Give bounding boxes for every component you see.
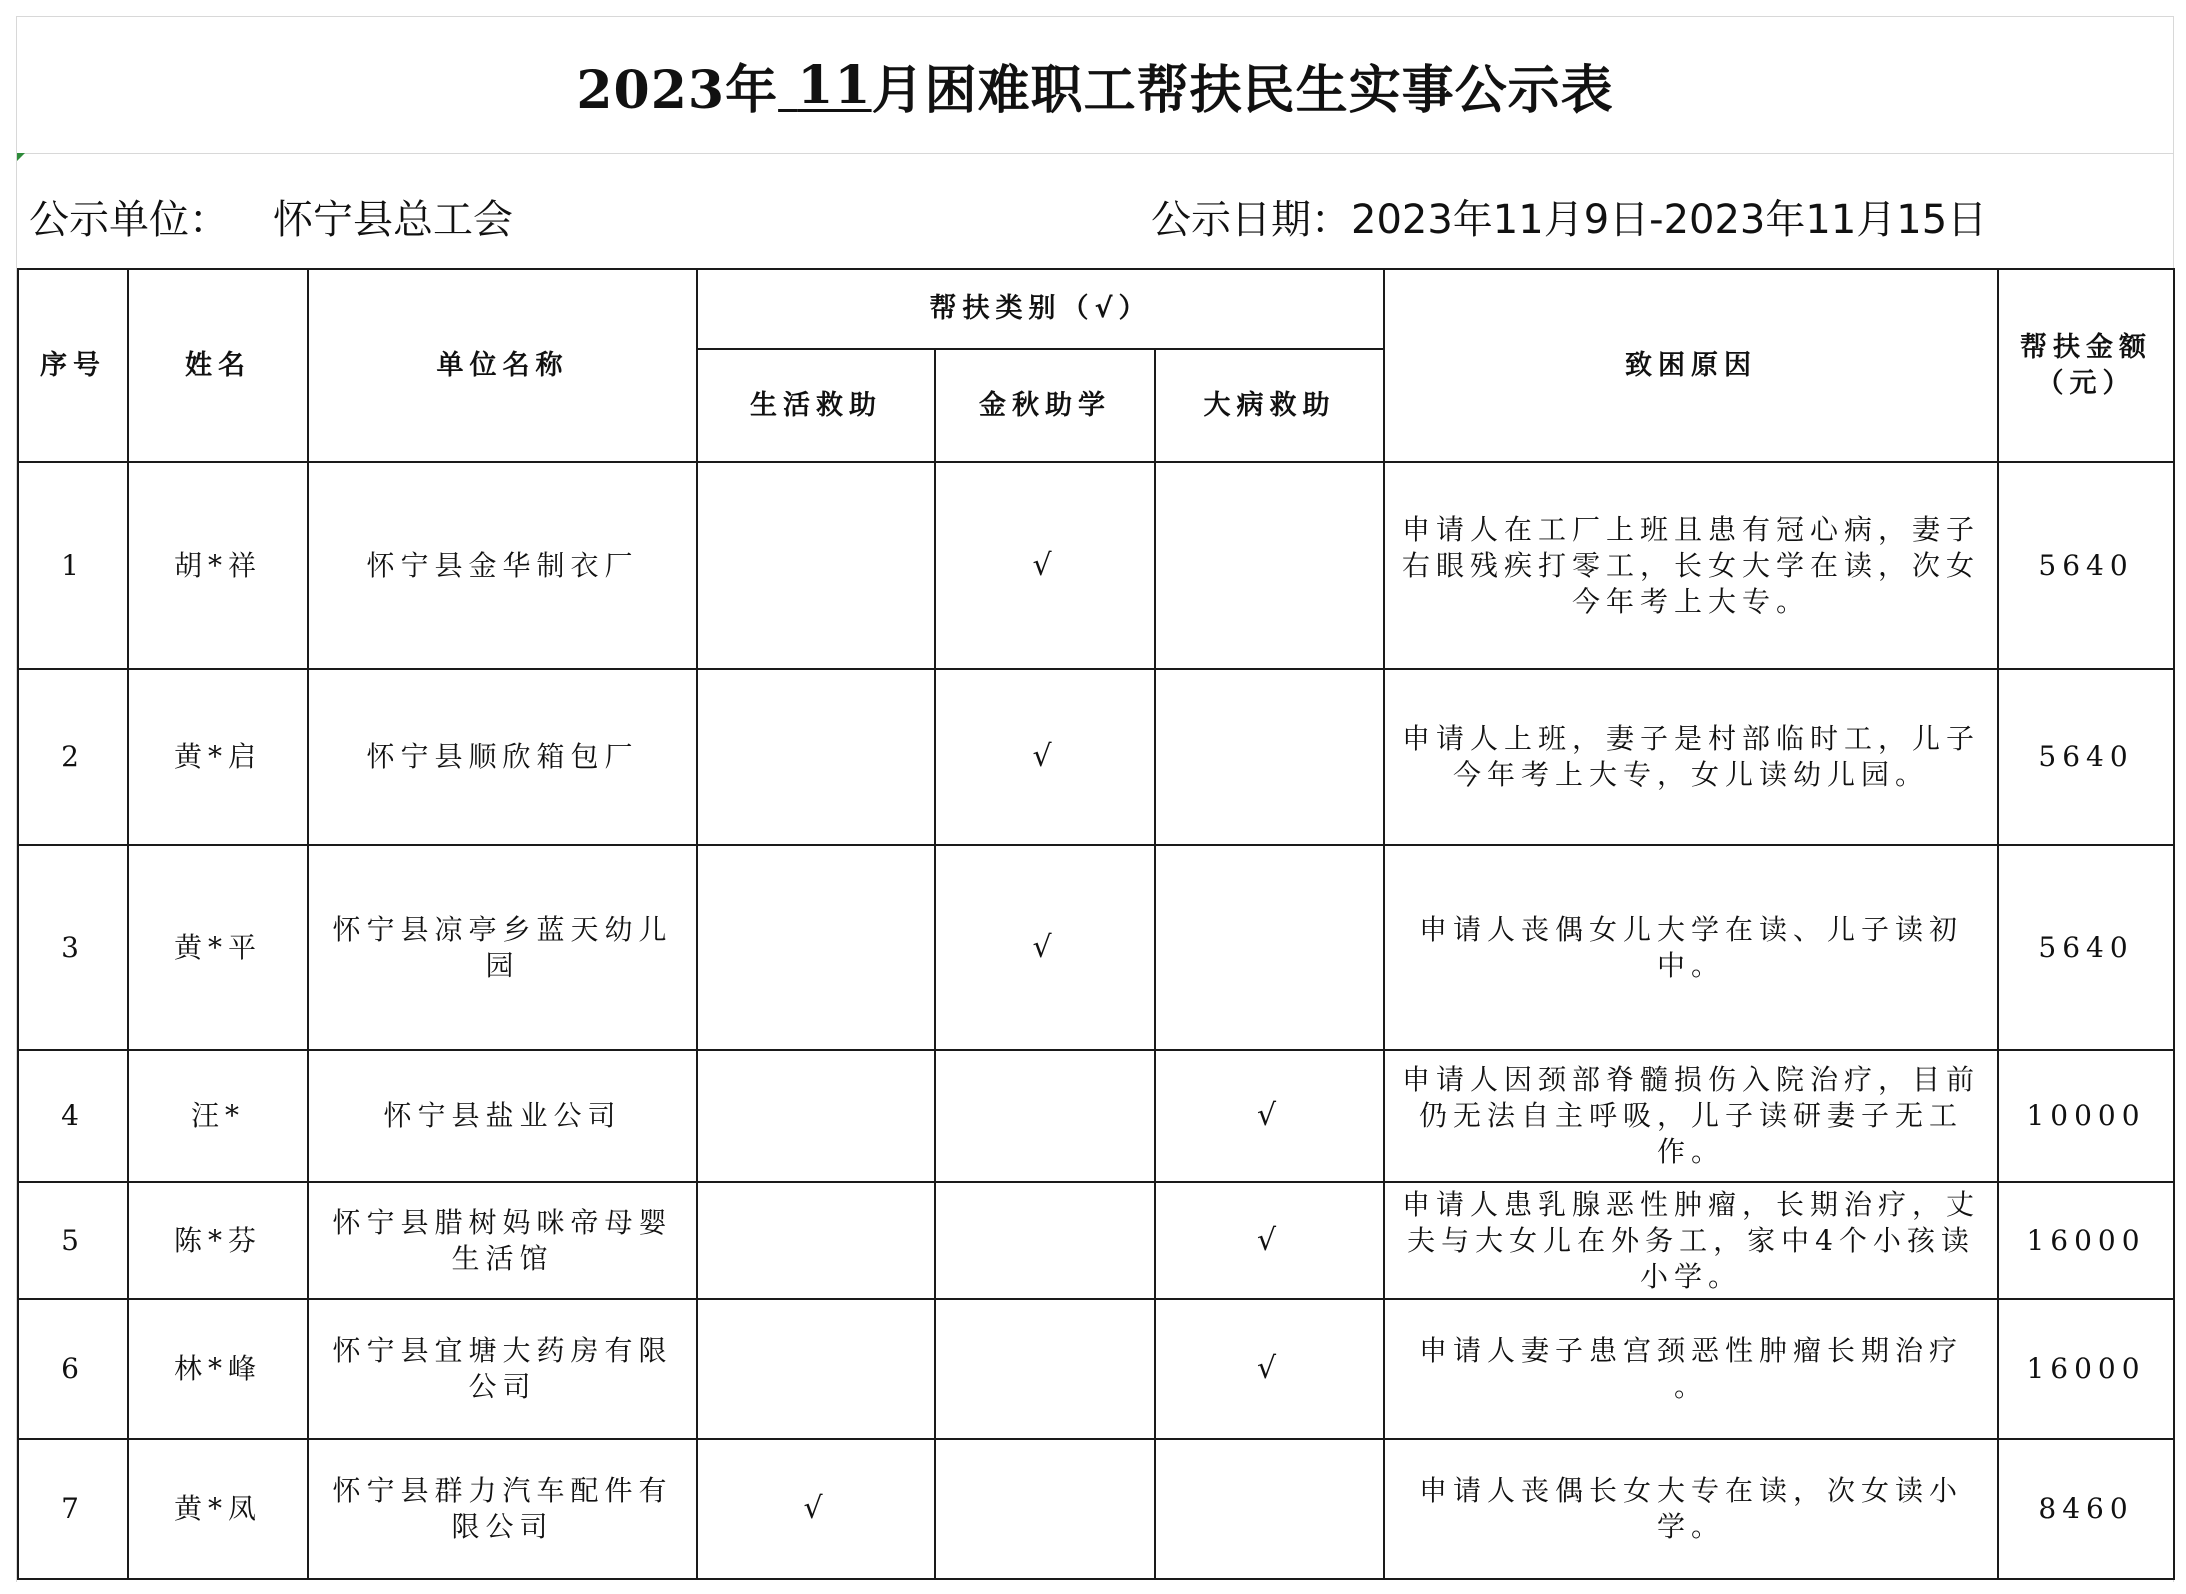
cell-school: √ xyxy=(935,669,1155,845)
cell-amount: 16000 xyxy=(1998,1182,2174,1299)
cell-reason: 申请人妻子患宫颈恶性肿瘤长期治疗 。 xyxy=(1384,1299,1998,1439)
cell-seq: 7 xyxy=(18,1439,128,1579)
cell-life xyxy=(697,669,935,845)
title-suffix: 月困难职工帮扶民生实事公示表 xyxy=(871,59,1614,121)
table-row xyxy=(18,669,2174,845)
cell-amount: 5640 xyxy=(1998,669,2174,845)
cell-life xyxy=(697,1299,935,1439)
cell-amount: 10000 xyxy=(1998,1050,2174,1182)
table-row xyxy=(18,1439,2174,1579)
cell-school xyxy=(935,1050,1155,1182)
cell-seq: 2 xyxy=(18,669,128,845)
cell-name: 黄*启 xyxy=(128,669,308,845)
header-category-group: 帮扶类别（√） xyxy=(697,269,1384,349)
header-org: 单位名称 xyxy=(308,269,697,462)
cell-amount: 16000 xyxy=(1998,1299,2174,1439)
cell-life xyxy=(697,462,935,669)
cell-reason: 申请人上班，妻子是村部临时工，儿子今年考上大专，女儿读幼儿园。 xyxy=(1384,669,1998,845)
cell-illness xyxy=(1155,1439,1384,1579)
cell-life xyxy=(697,1182,935,1299)
cell-life xyxy=(697,845,935,1050)
cell-seq: 6 xyxy=(18,1299,128,1439)
cell-school: √ xyxy=(935,462,1155,669)
table-row xyxy=(18,1050,2174,1182)
cell-seq: 1 xyxy=(18,462,128,669)
cell-org: 怀宁县金华制衣厂 xyxy=(308,462,697,669)
page-title xyxy=(17,17,2173,154)
info-row xyxy=(17,154,2173,269)
table-row xyxy=(18,1182,2174,1299)
cell-name: 陈*芬 xyxy=(128,1182,308,1299)
cell-org: 怀宁县腊树妈咪帝母婴生活馆 xyxy=(308,1182,697,1299)
cell-school xyxy=(935,1299,1155,1439)
header-name: 姓名 xyxy=(128,269,308,462)
cell-name: 林*峰 xyxy=(128,1299,308,1439)
publishing-unit xyxy=(29,188,513,245)
cell-life: √ xyxy=(697,1439,935,1579)
cell-name: 胡*祥 xyxy=(128,462,308,669)
cell-reason: 申请人丧偶长女大专在读，次女读小学。 xyxy=(1384,1439,1998,1579)
cell-amount: 5640 xyxy=(1998,845,2174,1050)
cell-school xyxy=(935,1439,1155,1579)
table-row xyxy=(18,845,2174,1050)
table-row xyxy=(18,462,2174,669)
cell-illness: √ xyxy=(1155,1182,1384,1299)
cell-seq: 4 xyxy=(18,1050,128,1182)
date-label: 公示日期： xyxy=(1151,197,1351,243)
header-cat-school: 金秋助学 xyxy=(935,349,1155,462)
cell-name: 汪* xyxy=(128,1050,308,1182)
cell-name: 黄*平 xyxy=(128,845,308,1050)
assistance-table xyxy=(17,268,2175,1580)
table-row xyxy=(18,1299,2174,1439)
cell-reason: 申请人患乳腺恶性肿瘤，长期治疗，丈夫与大女儿在外务工，家中4个小孩读小学。 xyxy=(1384,1182,1998,1299)
spreadsheet-page xyxy=(16,16,2174,1582)
cell-illness xyxy=(1155,669,1384,845)
cell-org: 怀宁县群力汽车配件有限公司 xyxy=(308,1439,697,1579)
cell-org: 怀宁县凉亭乡蓝天幼儿园 xyxy=(308,845,697,1050)
cell-school xyxy=(935,1182,1155,1299)
header-reason: 致困原因 xyxy=(1384,269,1998,462)
title-month: 11 xyxy=(797,54,872,116)
unit-value: 怀宁县总工会 xyxy=(273,197,513,243)
header-cat-life: 生活救助 xyxy=(697,349,935,462)
header-amount: 帮扶金额（元） xyxy=(1998,269,2174,462)
cell-seq: 3 xyxy=(18,845,128,1050)
cell-org: 怀宁县顺欣箱包厂 xyxy=(308,669,697,845)
cell-illness xyxy=(1155,462,1384,669)
date-value: 2023年11月9日-2023年11月15日 xyxy=(1351,197,1988,243)
cell-name: 黄*凤 xyxy=(128,1439,308,1579)
cell-reason: 申请人因颈部脊髓损伤入院治疗，目前仍无法自主呼吸，儿子读研妻子无工作。 xyxy=(1384,1050,1998,1182)
unit-label: 公示单位： xyxy=(29,197,229,243)
header-row-1 xyxy=(18,269,2174,349)
cell-reason: 申请人丧偶女儿大学在读、儿子读初中。 xyxy=(1384,845,1998,1050)
cell-illness: √ xyxy=(1155,1299,1384,1439)
header-cat-illness: 大病救助 xyxy=(1155,349,1384,462)
cell-seq: 5 xyxy=(18,1182,128,1299)
cell-illness xyxy=(1155,845,1384,1050)
header-seq: 序号 xyxy=(18,269,128,462)
cell-amount: 5640 xyxy=(1998,462,2174,669)
cell-life xyxy=(697,1050,935,1182)
cell-org: 怀宁县宜塘大药房有限公司 xyxy=(308,1299,697,1439)
cell-reason: 申请人在工厂上班且患有冠心病，妻子右眼残疾打零工，长女大学在读，次女今年考上大专。 xyxy=(1384,462,1998,669)
cell-amount: 8460 xyxy=(1998,1439,2174,1579)
cell-illness: √ xyxy=(1155,1050,1384,1182)
cell-org: 怀宁县盐业公司 xyxy=(308,1050,697,1182)
cell-school: √ xyxy=(935,845,1155,1050)
title-prefix: 2023年 xyxy=(576,59,779,121)
publishing-date xyxy=(1151,188,1987,245)
